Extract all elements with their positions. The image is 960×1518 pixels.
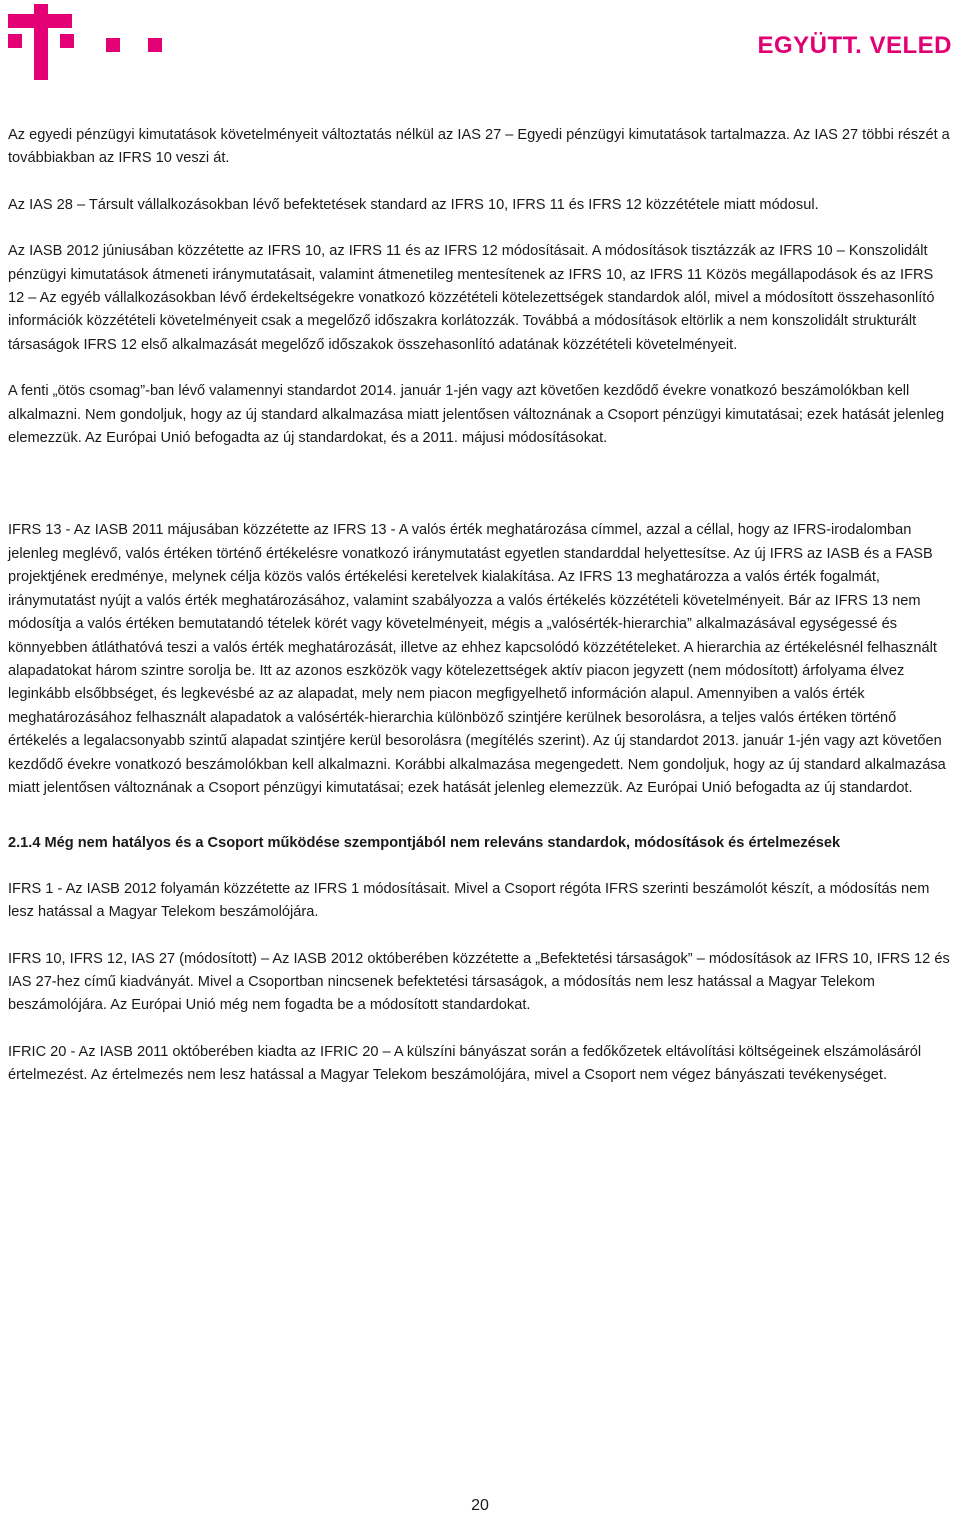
paragraph: Az IASB 2012 júniusában közzétette az IFRS 10, az IFRS 11 és az IFRS 12 módosításait. A módosítások tisztázzák az IFRS 10 – Konszolidált pénzügyi kimutatások átmeneti iránymutatásait, valamint átmenetileg mentesítenek az IFRS 10, az IFRS 11 Közös megállapodások és az IFRS 12 – Az egyéb vállalkozásokban lévő érdekeltségekre vonatkozó közzétételi kötelezettségek standardok alól, mivel a módosított összehasonlító információk közzétételi követelményeit csak a megelőző időszakra korlátozzák. Továbbá a módosítások eltörlik a nem konszolidált strukturált társaságok IFRS 12 első alkalmazását megelőző időszakok összehasonlító adatának közzétételi követelményeit. <box>8 243 935 353</box>
paragraph: IFRIC 20 - Az IASB 2011 októberében kiadta az IFRIC 20 – A külszíni bányászat során a fedőkőzetek eltávolítási költségeinek elszámolásáról értelmezést. Az értelmezés nem lesz hatással a Magyar Telekom beszámolójára, mivel a Csoport nem végez bányászati tevékenységet. <box>8 1043 922 1084</box>
page-header <box>0 0 960 90</box>
paragraph: Az IAS 28 – Társult vállalkozásokban lévő befektetések standard az IFRS 10, IFRS 11 és IFRS 12 közzététele miatt módosul. <box>8 196 819 213</box>
telekom-logo-icon <box>6 4 176 80</box>
paragraph: Az egyedi pénzügyi kimutatások követelményeit változtatás nélkül az IAS 27 – Egyedi pénzügyi kimutatások tartalmazza. Az IAS 27 többi részét a továbbiakban az IFRS 10 veszi át. <box>8 127 950 167</box>
section-heading: 2.1.4 Még nem hatályos és a Csoport működése szempontjából nem releváns standardok, módosítások és értelmezések <box>8 835 841 852</box>
paragraph: IFRS 1 - Az IASB 2012 folyamán közzétette az IFRS 1 módosításait. Mivel a Csoport régóta IFRS szerinti beszámolót készít, a módosítás nem lesz hatással a Magyar Telekom beszámolójára. <box>8 880 930 921</box>
document-body <box>8 124 952 1088</box>
brand-tagline: EGYÜTT. VELED <box>757 32 952 59</box>
paragraph: IFRS 13 - Az IASB 2011 májusában közzétette az IFRS 13 - A valós érték meghatározása címmel, azzal a céllal, hogy az IFRS-irodalomban jelenleg meglévő, valós értéken történő értékelésre vonatkozó iránymutatást egyetlen standarddal helyettesítse. Az új IFRS az IASB és a FASB projektjének eredménye, melynek célja közös valós értékelési keretelvek kialakítása. Az IFRS 13 meghatározza a valós érték fogalmát, iránymutatást nyújt a valós érték meghatározásához, valamint szabályozza a valós értékelés közzétételi követelményeit. Bár az IFRS 13 nem módosítja a valós értéken bemutatandó tételek körét vagy követelményeit, mégis a „valósérték-hierarchia” alkalmazásával egységessé és könnyebben átláthatóvá teszi a valós érték meghatározását, illetve az ehhez kapcsolódó közzétételeket. A hierarchia az értékelésnél felhasznált alapadatokat három szintre sorolja be. Itt az azonos eszközök vagy kötelezettségek aktív piacon jegyzett (nem módosított) árfolyama élvez leginkább elsőbbséget, és legkevésbé az az alapadat, mely nem piacon megfigyelhető információn alapul. Amennyiben a valós érték meghatározásához felhasznált alapadatok a valósérték-hierarchia különböző szintjére kerülnek besorolásra, a teljes valós értéken történő értékelés a legalacsonyabb szintű alapadat szintjére kerül besorolásra (megítélés szerint). Az új standardot 2013. január 1-jén vagy azt követően kezdődő évekre vonatkozó beszámolókban kell alkalmazni. Korábbi alkalmazása megengedett. Nem gondoljuk, hogy az új standard alkalmazása miatt jelentősen változnának a Csoport pénzügyi kimutatásai; ezek hatását jelenleg elemezzük. Az Európai Unió befogadta az új standardot. <box>8 522 946 796</box>
paragraph: IFRS 10, IFRS 12, IAS 27 (módosított) – Az IASB 2012 októberében közzétette a „Befektetési társaságok” – módosítások az IFRS 10, IFRS 12 és IAS 27-hez című kiadványát. Mivel a Csoportban nincsenek befektetési társaságok, a módosítás nem lesz hatással a Magyar Telekom beszámolójára. Az Európai Unió még nem fogadta be a módosított standardokat. <box>8 950 950 1014</box>
page-number: 20 <box>471 1497 489 1514</box>
paragraph: A fenti „ötös csomag”-ban lévő valamennyi standardot 2014. január 1-jén vagy azt követően kezdődő évekre vonatkozó beszámolókban kell alkalmazni. Nem gondoljuk, hogy az új standard alkalmazása miatt jelentősen változnának a Csoport pénzügyi kimutatásai; ezek hatását jelenleg elemezzük. Az Európai Unió befogadta az új standardokat, és a 2011. májusi módosításokat. <box>8 383 945 447</box>
